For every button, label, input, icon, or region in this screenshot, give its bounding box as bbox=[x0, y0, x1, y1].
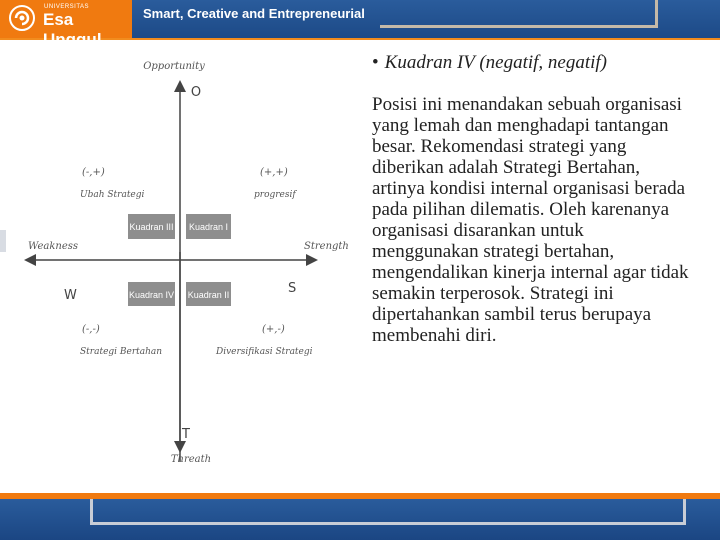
content-column bbox=[372, 52, 692, 346]
box-kuadran-3-label: Kuadran III bbox=[129, 222, 174, 232]
logo-name: Esa Unggul bbox=[43, 10, 102, 49]
q-bottom-right-text: Diversifikasi Strategi bbox=[216, 347, 313, 357]
logo-small-text: UNIVERSITAS bbox=[44, 4, 90, 10]
q-top-left-text: Ubah Strategi bbox=[80, 190, 145, 200]
q-top-right-sign: (+,+) bbox=[260, 167, 288, 178]
heading-text: Kuadran IV (negatif, negatif) bbox=[384, 52, 608, 73]
q-top-left-sign: (-,+) bbox=[82, 167, 105, 178]
q-bottom-left-sign: (-,-) bbox=[82, 324, 100, 335]
diagram-svg bbox=[6, 52, 349, 492]
q-bottom-left-text: Strategi Bertahan bbox=[80, 347, 163, 357]
header-band bbox=[0, 0, 720, 49]
box-kuadran-2-label: Kuadran II bbox=[187, 290, 230, 300]
q-top-right-text: progresif bbox=[254, 190, 296, 200]
box-kuadran-1-label: Kuadran I bbox=[188, 222, 229, 232]
left-letter: W bbox=[64, 288, 77, 303]
top-letter: O bbox=[190, 85, 202, 100]
bullet-mark: • bbox=[372, 52, 379, 73]
right-label: Strength bbox=[304, 241, 349, 252]
footer-decoration bbox=[90, 499, 686, 525]
left-label: Weakness bbox=[28, 241, 79, 252]
header-decoration bbox=[380, 0, 658, 28]
right-letter: S bbox=[288, 281, 297, 296]
bottom-letter: T bbox=[182, 427, 190, 442]
logo bbox=[0, 0, 132, 49]
swot-quadrant-diagram bbox=[6, 52, 349, 492]
bottom-label: Threath bbox=[170, 454, 212, 465]
q-bottom-right-sign: (+,-) bbox=[262, 324, 285, 335]
bullet-heading bbox=[372, 52, 692, 74]
tagline: Smart, Creative and Entrepreneurial bbox=[143, 6, 365, 21]
box-kuadran-4-label: Kuadran IV bbox=[128, 290, 175, 300]
body-paragraph: Posisi ini menandakan sebuah organisasi yang lemah dan menghadapi tantangan besar. Rekomendasi strategi yang diberikan adalah Strategi Bertahan, artinya kondisi internal organisasi berada pada pilihan dilematis. Oleh karenanya organisasi disarankan untuk menggunakan strategi bertahan, mengendalikan kinerja internal agar tidak semakin terperosok. Strategi ini dipertahankan sambil terus berupaya membenahi diri. bbox=[372, 94, 689, 346]
university-emblem-icon bbox=[9, 5, 35, 31]
top-label: Opportunity bbox=[143, 61, 205, 72]
